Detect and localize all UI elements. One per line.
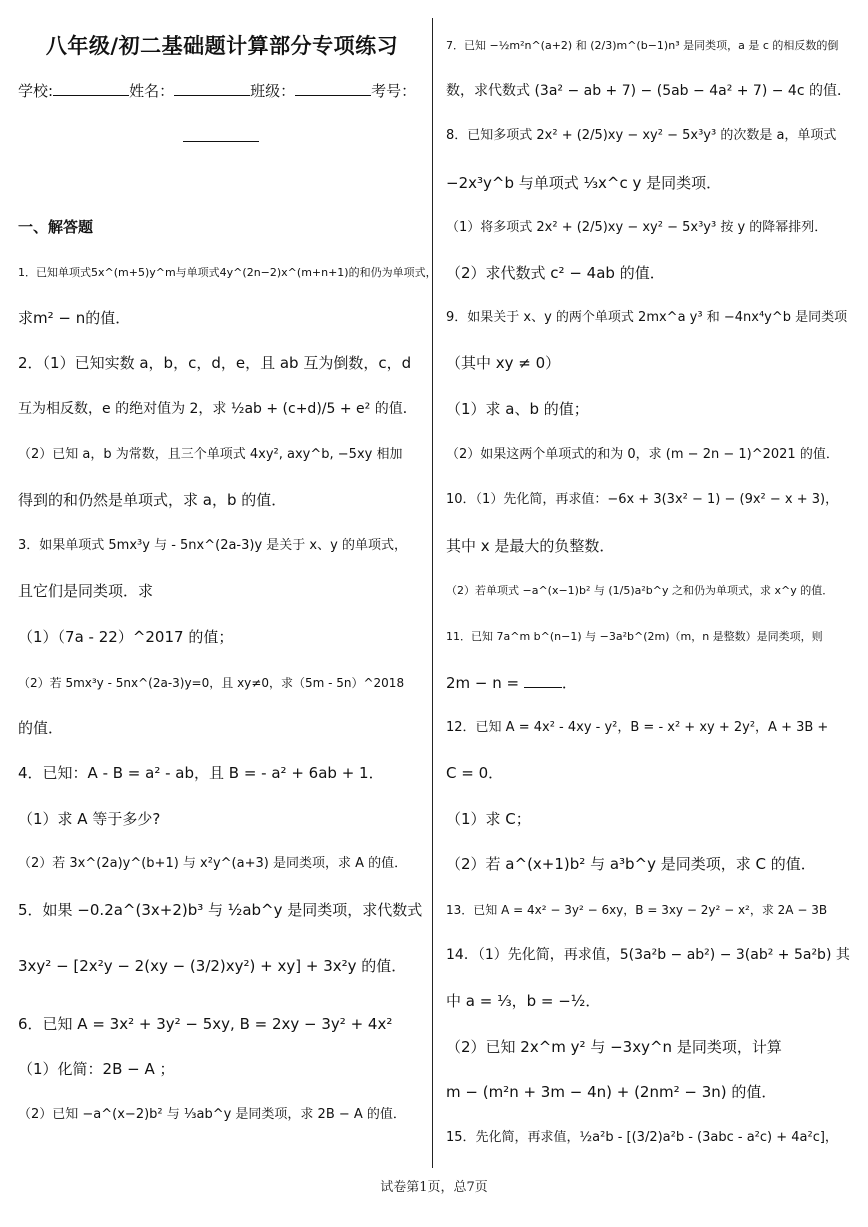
question-line — [18, 899, 422, 921]
question-text: （2）已知 −a^(x−2)b² 与 ⅓ab^y 是同类项，求 2B − A 的值． — [18, 1107, 406, 1122]
question-text: 1．已知单项式5x^(m+5)y^m与单项式4y^(2n−2)x^(m+n+1)的和仍为单项式， — [18, 266, 437, 279]
question-text: 15．先化简，再求值，½a²b - [(3/2)a²b - (3abc - a²c) + 4a²c]， — [446, 1130, 838, 1145]
question-line — [446, 398, 589, 420]
question-text: 数，求代数式 (3a² − ab + 7) − (5ab − 4a² + 7) − 4c 的值． — [446, 83, 851, 99]
class-blank[interactable] — [295, 82, 371, 96]
question-line — [18, 262, 437, 284]
question-text: 3xy² − [2x²y − 2(xy − (3/2)xy²) + xy] + 3x²y 的值． — [18, 957, 407, 975]
question-line — [446, 172, 721, 194]
question-text: −2x³y^b 与单项式 ⅓x^c y 是同类项． — [446, 174, 722, 192]
name-blank[interactable] — [174, 82, 250, 96]
column-divider — [432, 18, 433, 1168]
question-text: 13．已知 A = 4x² − 3y² − 6xy，B = 3xy − 2y² − x²，求 2A − 3B — [446, 903, 828, 917]
question-line — [18, 307, 130, 329]
question-line — [18, 762, 384, 784]
question-line — [18, 626, 233, 648]
question-line — [446, 626, 823, 648]
question-text: （1）求 a、b 的值； — [446, 400, 589, 418]
question-line — [18, 489, 286, 511]
question-line — [18, 398, 417, 420]
exam-no-blank-row — [183, 126, 259, 148]
question-text: （2）若 a^(x+1)b² 与 a³b^y 是同类项，求 C 的值． — [446, 855, 816, 873]
question-line — [446, 762, 503, 784]
question-line — [446, 990, 600, 1012]
question-text: 10．（1）先化简，再求值：−6x + 3(3x² − 1) − (9x² − x + 3)， — [446, 492, 839, 507]
question-text: 2．（1）已知实数 a，b，c，d，e，且 ab 互为倒数，c，d — [18, 354, 412, 372]
question-line: 2m − n = ． — [446, 674, 577, 692]
exam-no-blank[interactable] — [183, 128, 259, 142]
school-label: 学校: — [18, 82, 54, 100]
question-text: 互为相反数，e 的绝对值为 2，求 ½ab + (c+d)/5 + e² 的值． — [18, 401, 417, 417]
question-line — [446, 853, 816, 875]
question-text: （1）求 A 等于多少? — [18, 810, 161, 828]
name-label: 姓名： — [129, 82, 175, 100]
question-text: （2）若单项式 −a^(x−1)b² 与 (1/5)a²b^y 之和仍为单项式，求 x^y 的值． — [446, 584, 834, 597]
page-footer: 试卷第1页，总7页 — [380, 1180, 488, 1195]
question-text: （2）求代数式 c² − 4ab 的值． — [446, 264, 665, 282]
question-text: （2）若 3x^(2a)y^(b+1) 与 x²y^(a+3) 是同类项，求 A 的值． — [18, 856, 408, 871]
question-line — [446, 1081, 776, 1103]
question-line — [18, 808, 160, 830]
question-text: 中 a = ⅓，b = −½． — [446, 992, 601, 1010]
question-line — [18, 672, 404, 694]
question-text: C = 0． — [446, 764, 504, 782]
question-line — [446, 125, 836, 147]
question-text: 8．已知多项式 2x² + (2/5)xy − xy² − 5x³y³ 的次数是 a，单项式 — [446, 128, 837, 143]
question-line — [446, 217, 827, 239]
question-line — [18, 717, 63, 739]
question-line — [446, 1127, 838, 1149]
question-text: （2）若 5mx³y - 5nx^(2a-3)y=0，且 xy≠0，求（5m - 5n）^2018 — [18, 676, 405, 690]
question-text: （其中 xy ≠ 0） — [446, 354, 561, 372]
question-text: 12．已知 A = 4x² - 4xy - y²，B = - x² + xy + 2y²，A + 3B + — [446, 720, 829, 735]
question-line — [18, 352, 411, 374]
question-text: 且它们是同类项．求 — [18, 582, 154, 600]
answer-blank[interactable] — [524, 674, 562, 688]
question-text: 7．已知 −½m²n^(a+2) 和 (2/3)m^(b−1)n³ 是同类项，a 是 c 的相反数的倒 — [446, 39, 839, 52]
question-text: m − (m²n + 3m − 4n) + (2nm² − 3n) 的值． — [446, 1083, 777, 1101]
question-line — [18, 955, 406, 977]
question-text: 求m² − n的值． — [18, 309, 131, 327]
question-line — [446, 944, 850, 966]
question-text: （1）将多项式 2x² + (2/5)xy − xy² − 5x³y³ 按 y 的降幂排列． — [446, 220, 828, 235]
question-line — [18, 1013, 392, 1035]
question-line — [446, 535, 614, 557]
question-text: （1）求 C； — [446, 810, 531, 828]
question-line — [446, 352, 560, 374]
question-line — [446, 35, 838, 57]
question-text: 5．如果 −0.2a^(3x+2)b³ 与 ½ab^y 是同类项，求代数式 — [18, 901, 423, 919]
question-text: 14．（1）先化简，再求值，5(3a²b − ab²) − 3(ab² + 5a²b) 其 — [446, 947, 850, 963]
class-label: 班级： — [250, 82, 296, 100]
question-text: 4．已知：A - B = a² - ab，且 B = - a² + 6ab + 1． — [18, 764, 384, 782]
question-text: 9．如果关于 x、y 的两个单项式 2mx^a y³ 和 −4nx⁴y^b 是同类项 — [446, 310, 848, 325]
question-line — [446, 808, 531, 830]
question-line — [18, 1058, 175, 1080]
question-line — [18, 1104, 406, 1126]
question-line — [446, 262, 665, 284]
question-text: （1）（7a - 22）^2017 的值； — [18, 628, 234, 646]
student-info-row — [18, 80, 416, 102]
question-line — [18, 853, 407, 875]
question-line — [446, 80, 851, 102]
question-line — [18, 580, 153, 602]
question-text: （2）已知 a，b 为常数，且三个单项式 4xy², axy^b, −5xy 相加 — [18, 447, 403, 462]
question-text: 6．已知 A = 3x² + 3y² − 5xy, B = 2xy − 3y² + 4x² — [18, 1015, 393, 1033]
question-text: （2）如果这两个单项式的和为 0，求 (m − 2n − 1)^2021 的值． — [446, 447, 839, 462]
question-line — [18, 535, 407, 557]
question-text: （1）化简：2B − A ； — [18, 1060, 175, 1078]
page-title: 八年级/初二基础题计算部分专项练习 — [45, 34, 399, 58]
question-line — [18, 444, 402, 466]
question-text: 得到的和仍然是单项式，求 a，b 的值． — [18, 491, 287, 509]
question-line — [446, 444, 839, 466]
question-text: （2）已知 2x^m y² 与 −3xy^n 是同类项，计算 — [446, 1038, 782, 1056]
question-line — [446, 899, 827, 921]
section-heading — [18, 216, 93, 238]
question-text: 其中 x 是最大的负整数． — [446, 537, 615, 555]
question-text: 的值． — [18, 719, 64, 737]
question-text: 2m − n = — [446, 674, 524, 692]
question-text: 一、解答题 — [18, 218, 94, 236]
question-line — [446, 489, 838, 511]
exam-no-label: 考号： — [371, 82, 417, 100]
question-line — [446, 307, 847, 329]
school-blank[interactable] — [53, 82, 129, 96]
question-line — [446, 580, 833, 602]
question-line — [446, 1036, 782, 1058]
question-line — [446, 717, 828, 739]
question-text: 3．如果单项式 5mx³y 与 - 5nx^(2a-3)y 是关于 x、y 的单项式， — [18, 538, 407, 553]
question-text: 11．已知 7a^m b^(n−1) 与 −3a²b^(2m)（m，n 是整数）是同类项，则 — [446, 630, 823, 643]
